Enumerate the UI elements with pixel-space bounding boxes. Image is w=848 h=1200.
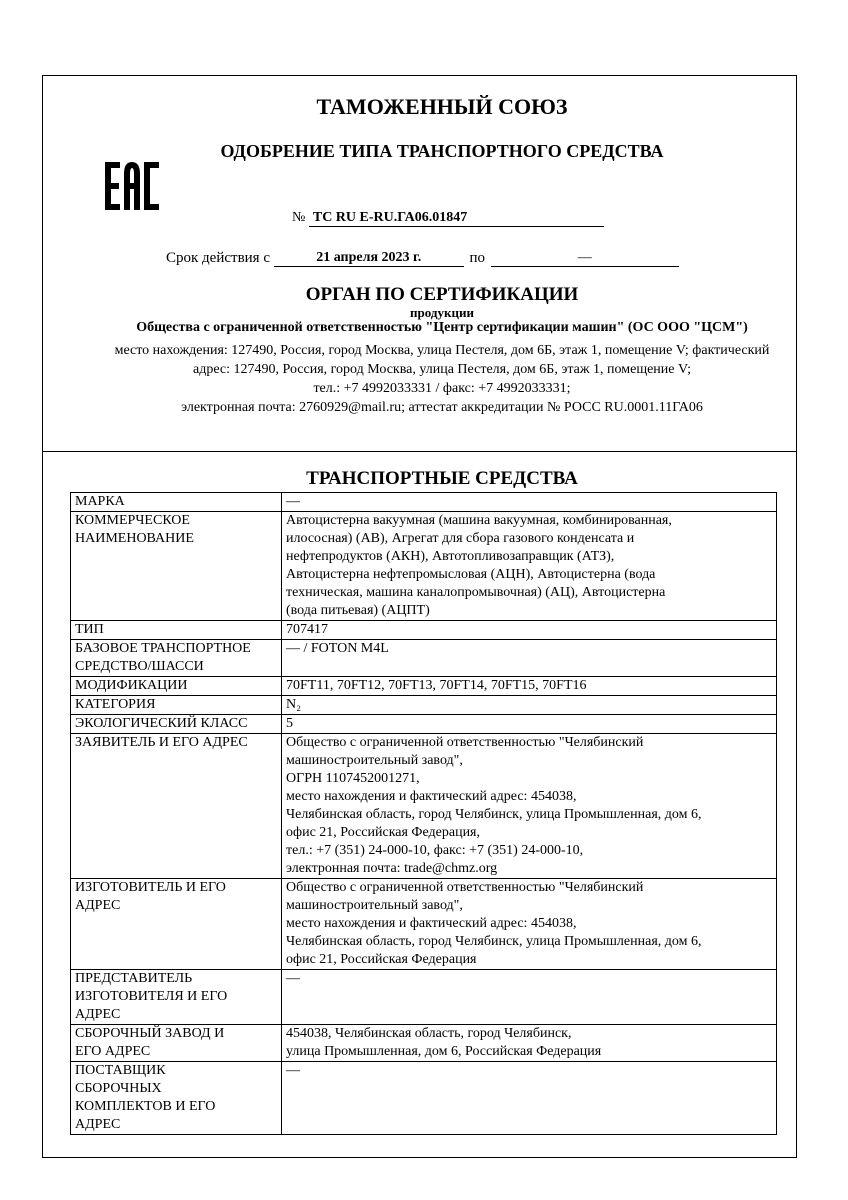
field-value [282,621,777,640]
field-value-line: нефтепродуктов (АКН), Автотопливозаправщик (АТЗ), [286,549,615,564]
organ-subtitle: продукции [410,305,474,320]
field-label [71,512,282,621]
section-divider [42,451,797,452]
table-row [71,734,777,879]
field-label-line: СБОРОЧНЫХ [75,1081,162,1096]
field-value [282,1062,777,1135]
field-value-line: (вода питьевая) (АЦПТ) [286,603,430,618]
table-row [71,1062,777,1135]
field-value-line: улица Промышленная, дом 6, Российская Федерация [286,1044,602,1059]
table-row [71,715,777,734]
field-label [71,677,282,696]
table-row [71,512,777,621]
field-value-line: офис 21, Российская Федерация, [286,825,480,840]
field-label [71,879,282,970]
certificate-number: ТС RU E-RU.ГА06.01847 [309,210,604,227]
field-value [282,640,777,677]
field-label [71,970,282,1025]
field-value-line: N₂ [286,697,301,712]
field-value-line: — [286,494,300,509]
field-value-line: 5 [286,716,293,731]
field-label-line: ПРЕДСТАВИТЕЛЬ [75,971,193,986]
certificate-number-row [292,210,604,227]
field-label-line: МАРКА [75,494,125,509]
field-value-line: Челябинская область, город Челябинск, улица Промышленная, дом 6, [286,934,702,949]
table-row [71,879,777,970]
field-label-line: НАИМЕНОВАНИЕ [75,531,194,546]
valid-to-date: — [491,250,679,267]
field-value [282,512,777,621]
field-value [282,879,777,970]
field-label [71,696,282,715]
vehicles-title: ТРАНСПОРТНЫЕ СРЕДСТВА [306,468,578,489]
field-value [282,970,777,1025]
field-label-line: СРЕДСТВО/ШАССИ [75,659,204,674]
field-value [282,493,777,512]
address-line: тел.: +7 4992033331 / факс: +7 4992033331; [313,381,571,396]
field-value-line: — [286,971,300,986]
eac-logo-icon [104,158,160,214]
table-row [71,970,777,1025]
field-value-line: — [286,1063,300,1078]
spec-table-body [71,493,777,1135]
validity-row [166,250,679,267]
field-value-line: техническая, машина каналопромывочная) (АЦ), Автоцистерна [286,585,666,600]
field-value-line: место нахождения и фактический адрес: 454038, [286,916,577,931]
address-line: электронная почта: 2760929@mail.ru; аттестат аккредитации № РОСС RU.0001.11ГА06 [181,400,703,415]
validity-label: Срок действия с [166,250,270,266]
field-value-line: офис 21, Российская Федерация [286,952,477,967]
document-type-title: ОДОБРЕНИЕ ТИПА ТРАНСПОРТНОГО СРЕДСТВА [220,141,664,161]
vehicle-spec-table [70,492,777,1135]
address-line: место нахождения: 127490, Россия, город Москва, улица Пестеля, дом 6Б, этаж 1, помещение V; фактический [114,343,770,358]
field-label-line: КОММЕРЧЕСКОЕ [75,513,190,528]
field-value-line: Автоцистерна нефтепромысловая (АЦН), Автоцистерна (вода [286,567,656,582]
field-value-line: Общество с ограниченной ответственностью "Челябинский [286,880,644,895]
field-value-line: Челябинская область, город Челябинск, улица Промышленная, дом 6, [286,807,702,822]
field-value-line: Общество с ограниченной ответственностью "Челябинский [286,735,644,750]
field-value-line: илососная) (АВ), Агрегат для сбора газового конденсата и [286,531,635,546]
field-label [71,715,282,734]
field-label [71,493,282,512]
field-label [71,1025,282,1062]
table-row [71,1025,777,1062]
table-row [71,621,777,640]
field-label [71,734,282,879]
field-label-line: АДРЕС [75,898,121,913]
organ-name: Общества с ограниченной ответственностью "Центр сертификации машин" (ОС ООО "ЦСМ") [136,320,748,335]
field-value-line: ОГРН 1107452001271, [286,771,420,786]
field-value-line: 707417 [286,622,328,637]
table-row [71,493,777,512]
field-label-line: КАТЕГОРИЯ [75,697,156,712]
field-value [282,1025,777,1062]
field-label-line: ЗАЯВИТЕЛЬ И ЕГО АДРЕС [75,735,248,750]
table-row [71,696,777,715]
field-value-line: электронная почта: trade@chmz.org [286,861,498,876]
organ-title: ОРГАН ПО СЕРТИФИКАЦИИ [305,284,579,305]
field-label-line: АДРЕС [75,1117,121,1132]
field-value-line: 454038, Челябинская область, город Челябинск, [286,1026,572,1041]
field-label-line: ЕГО АДРЕС [75,1044,151,1059]
organ-address [52,341,832,417]
field-value [282,696,777,715]
field-label-line: АДРЕС [75,1007,121,1022]
field-label-line: КОМПЛЕКТОВ И ЕГО [75,1099,216,1114]
table-row [71,677,777,696]
field-value-line: машиностроительный завод", [286,753,463,768]
union-title: ТАМОЖЕННЫЙ СОЮЗ [316,94,568,119]
to-label: по [469,250,486,266]
address-line: адрес: 127490, Россия, город Москва, улица Пестеля, дом 6Б, этаж 1, помещение V; [193,362,691,377]
field-value-line: машиностроительный завод", [286,898,463,913]
field-label [71,1062,282,1135]
table-row [71,640,777,677]
field-value [282,677,777,696]
field-label-line: ЭКОЛОГИЧЕСКИЙ КЛАСС [75,716,248,731]
field-label-line: БАЗОВОЕ ТРАНСПОРТНОЕ [75,641,251,656]
field-value-line: — / FOTON M4L [286,641,389,656]
field-label-line: ПОСТАВЩИК [75,1063,166,1078]
field-label-line: ИЗГОТОВИТЕЛЯ И ЕГО [75,989,228,1004]
field-value-line: 70FT11, 70FT12, 70FT13, 70FT14, 70FT15, 70FT16 [286,678,587,693]
field-label [71,621,282,640]
field-label-line: МОДИФИКАЦИИ [75,678,188,693]
field-value-line: место нахождения и фактический адрес: 454038, [286,789,577,804]
field-value [282,734,777,879]
field-value-line: Автоцистерна вакуумная (машина вакуумная, комбинированная, [286,513,672,528]
field-label-line: СБОРОЧНЫЙ ЗАВОД И [75,1026,225,1041]
field-label-line: ИЗГОТОВИТЕЛЬ И ЕГО [75,880,226,895]
field-label-line: ТИП [75,622,104,637]
field-label [71,640,282,677]
field-value [282,715,777,734]
number-label: № [292,210,306,225]
valid-from-date: 21 апреля 2023 г. [274,250,464,267]
field-value-line: тел.: +7 (351) 24-000-10, факс: +7 (351) 24-000-10, [286,843,584,858]
